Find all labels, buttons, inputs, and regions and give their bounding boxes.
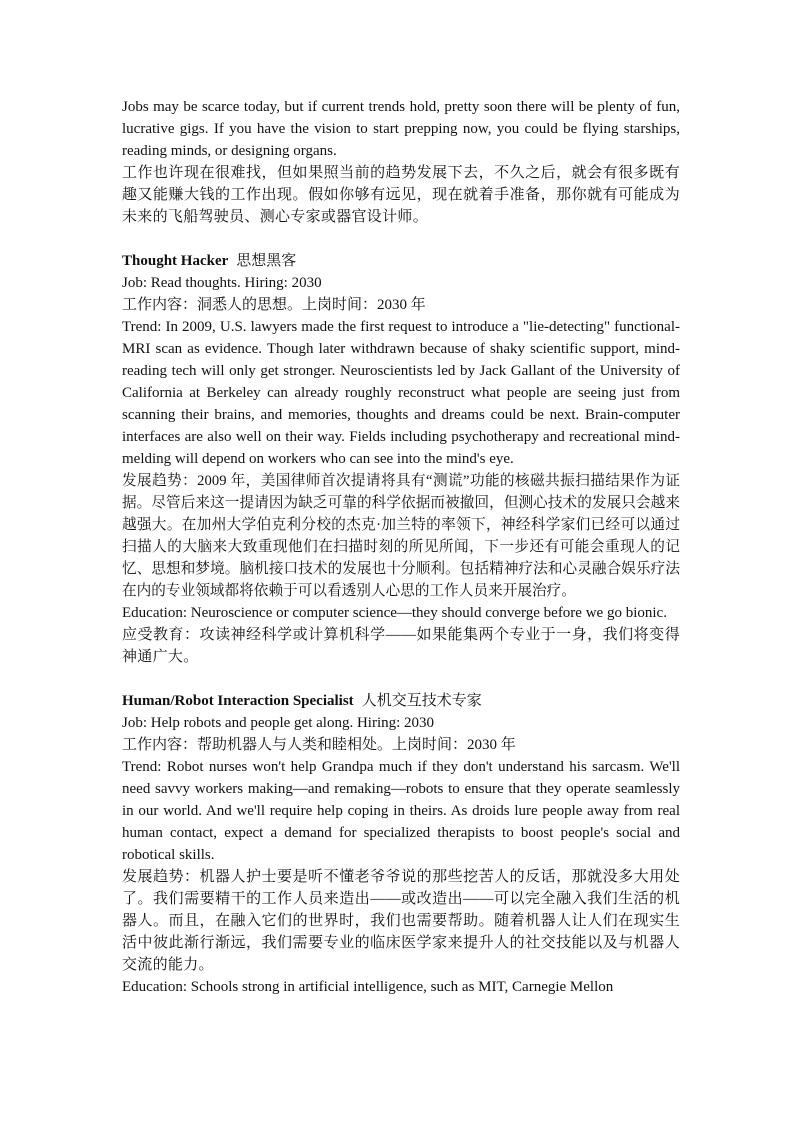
- section-human-robot-interaction: [122, 690, 680, 998]
- section-heading: [122, 690, 680, 712]
- section-spacer: [122, 668, 680, 690]
- section-heading: [122, 250, 680, 272]
- section-thought-hacker: [122, 250, 680, 668]
- trend-chinese-paragraph: 发展趋势：机器人护士要是听不懂老爷爷说的那些挖苦人的反话，那就没多大用处了。我们需要精干的工作人员来造出——或改造出——可以完全融入我们生活的机器人。而且，在融入它们的世界时，我们也需要帮助。随着机器人让人们在现实生活中彼此渐行渐远，我们需要专业的临床医学家来提升人的社交技能以及与机器人交流的能力。: [122, 869, 680, 973]
- education-english: Education: Schools strong in artificial intelligence, such as MIT, Carnegie Mellon: [122, 979, 614, 995]
- section-title-english: Thought Hacker: [122, 253, 229, 269]
- job-english: Job: Help robots and people get along. Hiring: 2030: [122, 715, 435, 731]
- education-english: Education: Neuroscience or computer science—they should converge before we go bionic.: [122, 605, 667, 621]
- document-page: [122, 96, 680, 998]
- intro-chinese-paragraph: 工作也许现在很难找，但如果照当前的趋势发展下去，不久之后，就会有很多既有趣又能赚大钱的工作出现。假如你够有远见，现在就着手准备，那你就有可能成为未来的飞船驾驶员、测心专家或器官设计师。: [122, 165, 680, 225]
- job-english: Job: Read thoughts. Hiring: 2030: [122, 275, 322, 291]
- section-title-chinese: 思想黑客: [236, 253, 297, 269]
- section-title-english: Human/Robot Interaction Specialist: [122, 693, 354, 709]
- trend-chinese-paragraph: 发展趋势：2009 年，美国律师首次提请将具有“测谎”功能的核磁共振扫描结果作为证据。尽管后来这一提请因为缺乏可靠的科学依据而被撤回，但测心技术的发展只会越来越强大。在加州大学伯克利分校的杰克·加兰特的率领下，神经科学家们已经可以通过扫描人的大脑来大致重现他们在扫描时刻的所见所闻，下一步还有可能会重现人的记忆、思想和梦境。脑机接口技术的发展也十分顺利。包括精神疗法和心灵融合娱乐疗法在内的专业领域都将依赖于可以看透别人心思的工作人员来开展治疗。: [122, 473, 680, 599]
- education-chinese: 应受教育：攻读神经科学或计算机科学——如果能集两个专业于一身，我们将变得神通广大。: [122, 627, 680, 665]
- section-title-chinese: 人机交互技术专家: [361, 693, 482, 709]
- trend-english-paragraph: Trend: In 2009, U.S. lawyers made the first request to introduce a "lie-detecting" functional-MRI scan as evidence. Though later withdrawn because of shaky scientific support, mind-reading tech will only get stronger. Neuroscientists led by Jack Gallant of the University of California at Berkeley can already roughly reconstruct what people are seeing just from scanning their brains, and memories, thoughts and dreams could be next. Brain-computer interfaces are also well on their way. Fields including psychotherapy and recreational mind-melding will depend on workers who can see into the mind's eye.: [122, 319, 680, 467]
- section-spacer: [122, 228, 680, 250]
- intro-english-paragraph: Jobs may be scarce today, but if current trends hold, pretty soon there will be plenty of fun, lucrative gigs. If you have the vision to start prepping now, you could be flying starships, reading minds, or designing organs.: [122, 99, 680, 159]
- job-chinese: 工作内容：洞悉人的思想。上岗时间：2030 年: [122, 297, 426, 313]
- job-chinese: 工作内容：帮助机器人与人类和睦相处。上岗时间：2030 年: [122, 737, 516, 753]
- trend-english-paragraph: Trend: Robot nurses won't help Grandpa much if they don't understand his sarcasm. We'll need savvy workers making—and remaking—robots to ensure that they operate seamlessly in our world. And we'll require help coping in theirs. As droids lure people away from real human contact, expect a demand for specialized therapists to boost people's social and robotical skills.: [122, 759, 680, 863]
